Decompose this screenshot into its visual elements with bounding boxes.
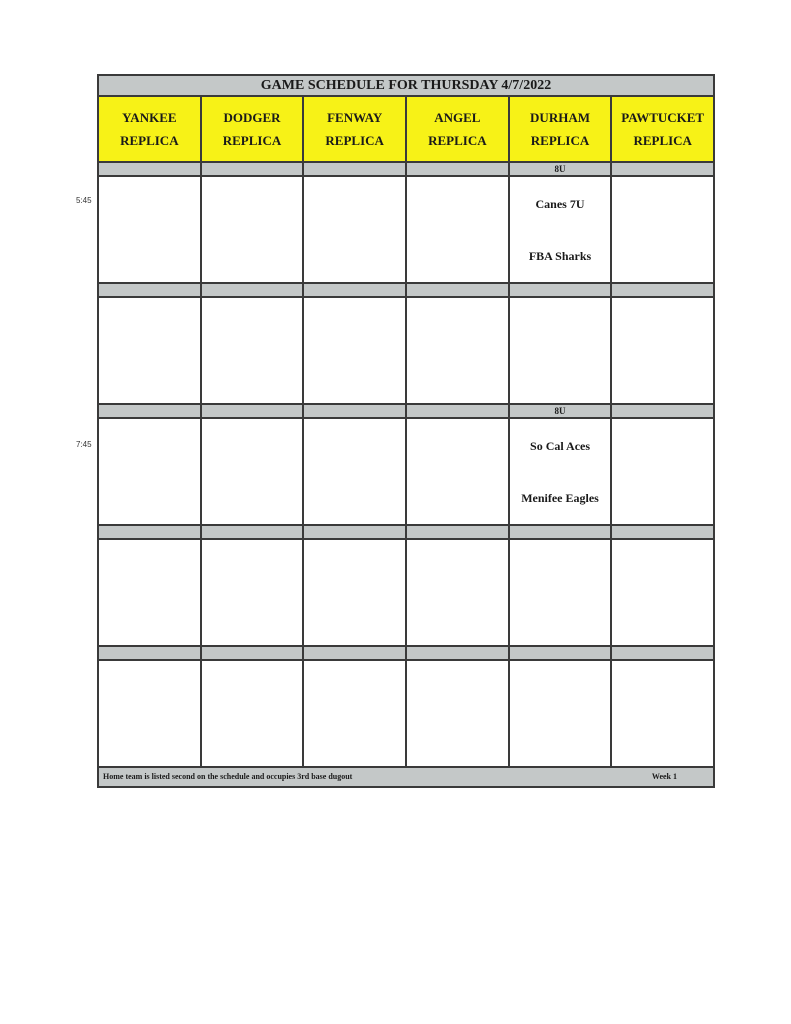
game-cell bbox=[304, 661, 407, 766]
game-cell bbox=[407, 661, 510, 766]
division-label bbox=[510, 282, 613, 298]
away-team: Canes 7U bbox=[535, 197, 585, 211]
footer-note: Home team is listed second on the schedule and occupies 3rd base dugout bbox=[103, 772, 353, 781]
game-cell bbox=[202, 661, 305, 766]
week-label: Week 1 bbox=[651, 772, 677, 781]
division-label bbox=[202, 161, 305, 177]
home-team: Menifee Eagles bbox=[521, 491, 599, 505]
game-cell bbox=[612, 419, 713, 524]
game-cell bbox=[510, 419, 613, 524]
division-label bbox=[99, 645, 202, 661]
game-cell bbox=[612, 177, 713, 282]
game-cell bbox=[304, 419, 407, 524]
game-cell bbox=[99, 298, 202, 403]
game-cell bbox=[510, 177, 613, 282]
home-team: FBA Sharks bbox=[528, 249, 592, 263]
schedule-footer bbox=[99, 766, 713, 786]
away-team: So Cal Aces bbox=[530, 439, 591, 453]
schedule-sheet bbox=[97, 74, 715, 788]
field-type: REPLICA bbox=[325, 133, 384, 148]
division-label bbox=[304, 403, 407, 419]
schedule-title: GAME SCHEDULE FOR THURSDAY 4/7/2022 bbox=[99, 76, 713, 97]
field-header-durham bbox=[510, 97, 613, 161]
game-cell bbox=[99, 540, 202, 645]
field-name: YANKEE bbox=[122, 110, 177, 125]
field-name: DODGER bbox=[223, 110, 281, 125]
game-cell bbox=[407, 177, 510, 282]
game-slot-row bbox=[99, 419, 713, 524]
division-band bbox=[99, 645, 713, 661]
game-cell bbox=[304, 177, 407, 282]
game-cell bbox=[99, 661, 202, 766]
game-cell bbox=[202, 298, 305, 403]
division-band bbox=[99, 161, 713, 177]
game-cell bbox=[407, 419, 510, 524]
division-label bbox=[99, 161, 202, 177]
division-label bbox=[612, 645, 713, 661]
field-header-pawtucket bbox=[612, 97, 713, 161]
division-band bbox=[99, 524, 713, 540]
time-label: 7:45 bbox=[76, 440, 92, 449]
game-cell bbox=[304, 540, 407, 645]
game-cell bbox=[304, 298, 407, 403]
time-label: 5:45 bbox=[76, 196, 92, 205]
division-label bbox=[407, 403, 510, 419]
field-header-dodger bbox=[202, 97, 305, 161]
division-label bbox=[407, 282, 510, 298]
game-cell bbox=[612, 661, 713, 766]
game-slot-row bbox=[99, 298, 713, 403]
field-type: REPLICA bbox=[633, 133, 692, 148]
game-cell bbox=[510, 298, 613, 403]
game-cell bbox=[202, 177, 305, 282]
field-name: DURHAM bbox=[530, 110, 590, 125]
field-type: REPLICA bbox=[222, 133, 282, 148]
division-label bbox=[510, 645, 613, 661]
division-label bbox=[202, 403, 305, 419]
division-label bbox=[202, 645, 305, 661]
field-header-angel bbox=[407, 97, 510, 161]
division-label bbox=[612, 282, 713, 298]
division-label bbox=[407, 524, 510, 540]
field-header-yankee bbox=[99, 97, 202, 161]
game-slot-row bbox=[99, 540, 713, 645]
game-cell bbox=[99, 419, 202, 524]
game-cell bbox=[407, 540, 510, 645]
division-label bbox=[99, 403, 202, 419]
game-cell bbox=[407, 298, 510, 403]
game-cell bbox=[510, 661, 613, 766]
field-header-fenway bbox=[304, 97, 407, 161]
game-slot-row bbox=[99, 177, 713, 282]
game-cell bbox=[510, 540, 613, 645]
division-label bbox=[99, 282, 202, 298]
game-cell bbox=[99, 177, 202, 282]
division-band bbox=[99, 403, 713, 419]
division-label: 8U bbox=[510, 161, 613, 177]
division-label bbox=[304, 524, 407, 540]
game-slot-row bbox=[99, 661, 713, 766]
division-band bbox=[99, 282, 713, 298]
division-label bbox=[407, 645, 510, 661]
division-label bbox=[304, 282, 407, 298]
division-label bbox=[407, 161, 510, 177]
field-name: PAWTUCKET bbox=[621, 110, 705, 125]
field-type: REPLICA bbox=[120, 133, 179, 148]
division-label: 8U bbox=[510, 403, 613, 419]
division-label bbox=[510, 524, 613, 540]
game-cell bbox=[612, 540, 713, 645]
field-type: REPLICA bbox=[530, 133, 590, 148]
division-label bbox=[99, 524, 202, 540]
division-label bbox=[202, 282, 305, 298]
division-label bbox=[304, 161, 407, 177]
division-label bbox=[304, 645, 407, 661]
division-label bbox=[612, 161, 713, 177]
division-label bbox=[612, 524, 713, 540]
division-label bbox=[612, 403, 713, 419]
game-cell bbox=[612, 298, 713, 403]
field-name: FENWAY bbox=[327, 110, 383, 125]
game-cell bbox=[202, 419, 305, 524]
field-type: REPLICA bbox=[428, 133, 487, 148]
game-cell bbox=[202, 540, 305, 645]
field-header-row bbox=[99, 97, 713, 161]
division-label bbox=[202, 524, 305, 540]
field-name: ANGEL bbox=[434, 110, 481, 125]
